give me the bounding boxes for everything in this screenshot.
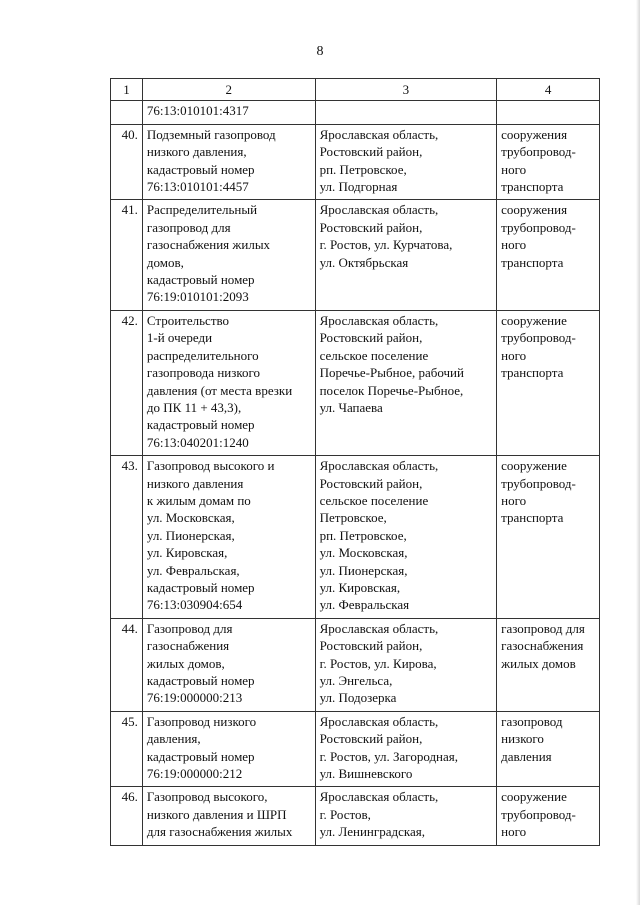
- cell-line: поселок Поречье-Рыбное,: [319, 382, 464, 398]
- cell-line: Ярославская область,: [319, 458, 439, 474]
- cell-line: 1-й очереди: [146, 330, 213, 346]
- cell-line: Ростовский район,: [319, 330, 423, 346]
- cell-line: трубопровод-: [501, 330, 576, 346]
- cell-line: Газопровод высокого и: [146, 458, 275, 474]
- cell-line: Газопровод для: [146, 620, 233, 636]
- table-row: [111, 124, 600, 200]
- cell-line: жилых домов,: [146, 655, 225, 671]
- cell-line: Ярославская область,: [319, 713, 439, 729]
- cell-line: ул. Октябрьская: [319, 254, 409, 270]
- cell-line: кадастровый номер: [146, 579, 255, 595]
- cell-line: ного: [501, 161, 527, 177]
- cell-line: 76:13:010101:4457: [146, 179, 249, 195]
- cell-line: Ростовский район,: [319, 638, 423, 654]
- cell-line: транспорта: [501, 179, 564, 195]
- cell-line: 76:13:010101:4317: [146, 103, 249, 119]
- row-number-cell: 46.: [111, 787, 143, 845]
- column-header-3: 3: [315, 79, 497, 101]
- cell-line: низкого: [501, 731, 544, 747]
- table-row: [111, 456, 600, 619]
- cell-line: Ростовский район,: [319, 219, 423, 235]
- cell-line: Ярославская область,: [319, 202, 439, 218]
- scan-edge-shadow: [636, 0, 640, 905]
- address-cell: [315, 124, 497, 200]
- table-row: [111, 200, 600, 310]
- row-number-cell: 41.: [111, 200, 143, 310]
- table-row: [111, 310, 600, 455]
- object-type-cell: [497, 200, 600, 310]
- cell-line: сооружение: [501, 789, 567, 805]
- cell-line: Ярославская область,: [319, 126, 439, 142]
- cell-line: распределительного: [146, 347, 259, 363]
- object-type-cell: [497, 124, 600, 200]
- cell-line: низкого давления и ШРП: [146, 806, 287, 822]
- cell-line: давления: [501, 748, 552, 764]
- cell-line: ул. Московская,: [146, 510, 235, 526]
- cell-line: Ростовский район,: [319, 144, 423, 160]
- cell-line: ул. Ленинградская,: [319, 824, 425, 840]
- object-type-cell: [497, 618, 600, 711]
- cell-line: Ярославская область,: [319, 312, 439, 328]
- column-header-4: 4: [497, 79, 600, 101]
- object-name-cell: [142, 711, 315, 787]
- cell-line: Распределительный: [146, 202, 258, 218]
- cell-line: газоснабжения: [146, 638, 230, 654]
- row-number-cell: 45.: [111, 711, 143, 787]
- row-number-cell: 42.: [111, 310, 143, 455]
- cell-line: Ярославская область,: [319, 620, 439, 636]
- cell-line: ул. Пионерская,: [319, 562, 408, 578]
- cell-line: газоснабжения: [501, 638, 584, 654]
- cell-line: ул. Энгельса,: [319, 673, 393, 688]
- cell-line: газопровод для: [146, 219, 231, 235]
- cell-line: ул. Февральская: [319, 597, 410, 613]
- cell-line: низкого давления,: [146, 144, 247, 160]
- cell-line: ул. Подозерка: [319, 690, 397, 706]
- object-name-cell: [142, 200, 315, 310]
- cell-line: ного: [501, 237, 527, 253]
- cell-line: рп. Петровское,: [319, 527, 407, 543]
- cell-line: кадастровый номер: [146, 417, 255, 433]
- cell-line: жилых домов: [501, 655, 576, 671]
- cell-line: транспорта: [501, 510, 564, 526]
- address-cell: [315, 200, 497, 310]
- address-cell: [315, 618, 497, 711]
- cell-line: газоснабжения жилых: [146, 237, 271, 253]
- object-type-cell: [497, 310, 600, 455]
- cell-line: домов,: [146, 254, 184, 270]
- cell-line: газопровода низкого: [146, 365, 261, 381]
- cell-line: Газопровод высокого,: [146, 789, 268, 805]
- cell-line: ного: [501, 492, 527, 508]
- object-name-cell: [142, 456, 315, 619]
- cell-line: ного: [501, 347, 527, 363]
- cell-line: ул. Кировская,: [319, 579, 401, 595]
- table-row: [111, 787, 600, 845]
- address-cell: [315, 101, 497, 124]
- cell-line: ул. Подгорная: [319, 179, 398, 195]
- cell-line: кадастровый номер: [146, 272, 255, 288]
- address-cell: [315, 456, 497, 619]
- cell-line: для газоснабжения жилых: [146, 824, 293, 840]
- address-cell: [315, 310, 497, 455]
- cell-line: 76:19:000000:212: [146, 766, 243, 782]
- cell-line: ул. Пионерская,: [146, 527, 235, 543]
- cell-line: Поречье-Рыбное, рабочий: [319, 365, 464, 381]
- row-number-cell: 43.: [111, 456, 143, 619]
- cell-line: ул. Февральская,: [146, 562, 240, 578]
- cell-line: сельское поселение: [319, 492, 429, 508]
- cell-line: низкого давления: [146, 475, 244, 491]
- cell-line: трубопровод-: [501, 806, 576, 822]
- cell-line: г. Ростов,: [319, 806, 371, 822]
- row-number-cell: [111, 101, 143, 124]
- property-registry-table: [110, 78, 600, 846]
- header-row: [111, 79, 600, 101]
- cell-line: трубопровод-: [501, 144, 576, 160]
- object-type-cell: [497, 711, 600, 787]
- cell-line: 76:13:040201:1240: [146, 434, 249, 450]
- cell-line: сооружения: [501, 202, 568, 218]
- object-name-cell: [142, 618, 315, 711]
- table-row: [111, 711, 600, 787]
- cell-line: трубопровод-: [501, 219, 576, 235]
- cell-line: ул. Вишневского: [319, 766, 413, 782]
- cell-line: трубопровод-: [501, 475, 576, 491]
- table-row: [111, 618, 600, 711]
- cell-line: сооружение: [501, 458, 567, 474]
- cell-line: давления,: [146, 731, 201, 747]
- cell-line: кадастровый номер: [146, 748, 255, 764]
- cell-line: ул. Чапаева: [319, 399, 383, 415]
- cell-line: транспорта: [501, 254, 564, 270]
- row-number-cell: 40.: [111, 124, 143, 200]
- object-name-cell: [142, 310, 315, 455]
- page-number: 8: [316, 44, 324, 59]
- cell-line: г. Ростов, ул. Загородная,: [319, 748, 459, 764]
- column-header-2: 2: [142, 79, 315, 101]
- cell-line: Петровское,: [319, 510, 387, 526]
- cell-line: Ростовский район,: [319, 731, 423, 747]
- object-type-cell: [497, 456, 600, 619]
- cell-line: давления (от места врезки: [146, 382, 293, 398]
- cell-line: газопровод для: [501, 620, 585, 636]
- cell-line: сооружения: [501, 126, 568, 142]
- continuation-row: [111, 101, 600, 124]
- cell-line: ул. Кировская,: [146, 545, 228, 561]
- cell-line: кадастровый номер: [146, 161, 255, 177]
- cell-line: 76:19:000000:213: [146, 690, 243, 706]
- cell-line: Подземный газопровод: [146, 126, 276, 142]
- cell-line: ного: [501, 824, 527, 840]
- address-cell: [315, 787, 497, 845]
- object-type-cell: [497, 101, 600, 124]
- cell-line: газопровод: [501, 713, 563, 729]
- cell-line: ул. Московская,: [319, 545, 408, 561]
- object-name-cell: [142, 124, 315, 200]
- cell-line: г. Ростов, ул. Кирова,: [319, 655, 437, 671]
- cell-line: транспорта: [501, 365, 564, 381]
- cell-line: Ярославская область,: [319, 789, 439, 805]
- cell-line: Строительство: [146, 312, 230, 328]
- cell-line: кадастровый номер: [146, 673, 255, 688]
- object-type-cell: [497, 787, 600, 845]
- row-number-cell: 44.: [111, 618, 143, 711]
- cell-line: 76:19:010101:2093: [146, 289, 249, 305]
- object-name-cell: [142, 101, 315, 124]
- cell-line: сельское поселение: [319, 347, 429, 363]
- cell-line: рп. Петровское,: [319, 161, 407, 177]
- cell-line: 76:13:030904:654: [146, 597, 243, 613]
- object-name-cell: [142, 787, 315, 845]
- cell-line: до ПК 11 + 43,3),: [146, 399, 242, 415]
- cell-line: сооружение: [501, 312, 567, 328]
- address-cell: [315, 711, 497, 787]
- cell-line: к жилым домам по: [146, 492, 251, 508]
- cell-line: Ростовский район,: [319, 475, 423, 491]
- column-header-1: 1: [111, 79, 143, 101]
- cell-line: Газопровод низкого: [146, 713, 257, 729]
- cell-line: г. Ростов, ул. Курчатова,: [319, 237, 453, 253]
